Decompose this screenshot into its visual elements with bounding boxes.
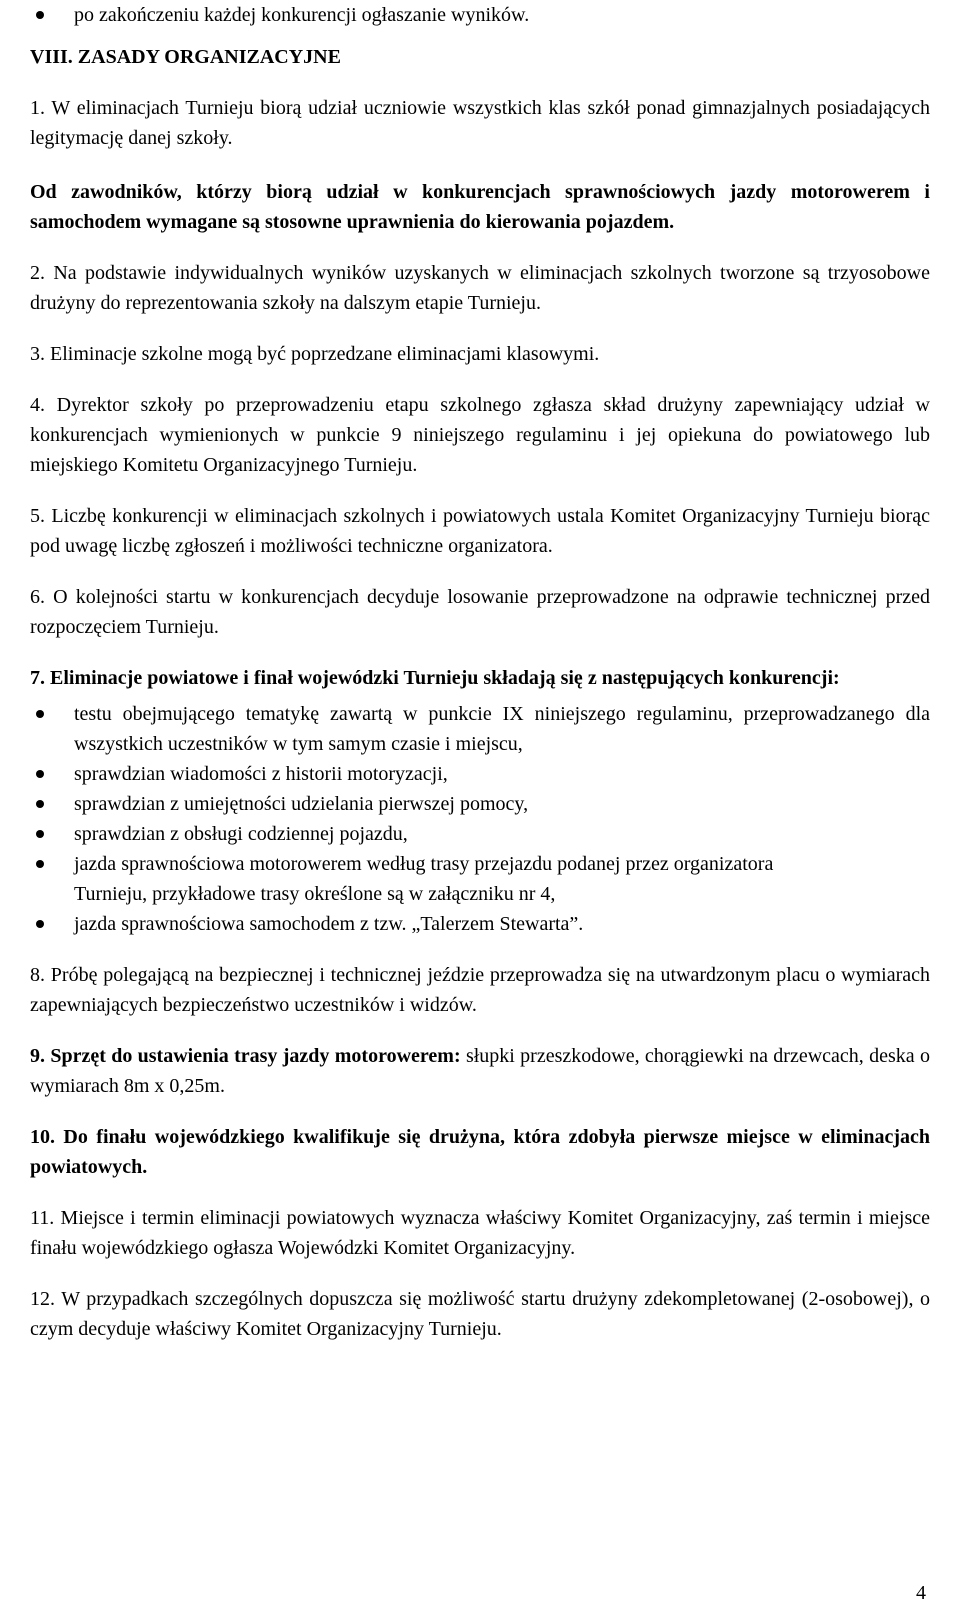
list-item-text: sprawdzian z obsługi codziennej pojazdu, <box>74 823 408 845</box>
paragraph-5: 5. Liczbę konkurencji w eliminacjach szkolnych i powiatowych ustala Komitet Organizacyjny Turnieju biorąc pod uwagę liczbę zgłoszeń i możliwości techniczne organizatora. <box>30 505 930 557</box>
bullet-icon <box>36 830 44 838</box>
paragraph-11: 11. Miejsce i termin eliminacji powiatowych wyznacza właściwy Komitet Organizacyjny, zaś termin i miejsce finału wojewódzkiego ogłasza Wojewódzki Komitet Organizacyjny. <box>30 1207 930 1259</box>
list-item <box>30 0 930 30</box>
list-item-text: sprawdzian wiadomości z historii motoryzacji, <box>74 763 448 785</box>
section-heading: VIII. ZASADY ORGANIZACYJNE <box>30 46 341 68</box>
paragraph-4: 4. Dyrektor szkoły po przeprowadzeniu etapu szkolnego zgłasza skład drużyny zapewniający udział w konkurencjach wymienionych w punkcie 9 niniejszego regulaminu i jej opiekuna do powiatowego lub miejskiego Komitetu Organizacyjnego Turnieju. <box>30 394 930 476</box>
list-item <box>30 699 930 759</box>
list-item-text: jazda sprawnościowa samochodem z tzw. „Talerzem Stewarta”. <box>74 913 584 935</box>
bullet-icon <box>36 770 44 778</box>
list-item <box>30 849 930 909</box>
list-item <box>30 759 930 789</box>
paragraph-9-text: słupki przeszkodowe, chorągiewki na drzewcach, deska o wymiarach 8m x 0,25m. <box>30 1045 930 1097</box>
paragraph-6: 6. O kolejności startu w konkurencjach decyduje losowanie przeprowadzone na odprawie technicznej przed rozpoczęciem Turnieju. <box>30 586 930 638</box>
bullet-icon <box>36 920 44 928</box>
paragraph-3: 3. Eliminacje szkolne mogą być poprzedzane eliminacjami klasowymi. <box>30 343 600 365</box>
list-item <box>30 819 930 849</box>
carryover-bullet-list <box>30 0 930 30</box>
paragraph-1-requirement: Od zawodników, którzy biorą udział w konkurencjach sprawnościowych jazdy motorowerem i samochodem wymagane są stosowne uprawnienia do kierowania pojazdem. <box>30 181 930 233</box>
bullet-icon <box>36 800 44 808</box>
paragraph-9 <box>30 1041 930 1101</box>
bullet-icon <box>36 11 44 19</box>
document-page <box>30 0 930 1359</box>
bullet-icon <box>36 860 44 868</box>
paragraph-12: 12. W przypadkach szczególnych dopuszcza się możliwość startu drużyny zdekompletowanej (2-osobowej), o czym decyduje właściwy Komitet Organizacyjny Turnieju. <box>30 1288 930 1340</box>
list-item-text: po zakończeniu każdej konkurencji ogłaszanie wyników. <box>74 4 530 26</box>
page-number: 4 <box>916 1582 926 1604</box>
list-item-text: jazda sprawnościowa motorowerem według trasy przejazdu podanej przez organizatora Turnieju, przykładowe trasy określone są w załączniku nr 4, <box>74 853 774 905</box>
bullet-icon <box>36 710 44 718</box>
paragraph-8: 8. Próbę polegającą na bezpiecznej i technicznej jeździe przeprowadza się na utwardzonym placu o wymiarach zapewniających bezpieczeństwo uczestników i widzów. <box>30 964 930 1016</box>
paragraph-2: 2. Na podstawie indywidualnych wyników uzyskanych w eliminacjach szkolnych tworzone są trzyosobowe drużyny do reprezentowania szkoły na dalszym etapie Turnieju. <box>30 262 930 314</box>
paragraph-7-heading: 7. Eliminacje powiatowe i finał wojewódzki Turnieju składają się z następujących konkurencji: <box>30 667 840 689</box>
list-item-text: testu obejmującego tematykę zawartą w punkcie IX niniejszego regulaminu, przeprowadzanego dla wszystkich uczestników w tym samym czasie i miejscu, <box>74 703 930 755</box>
list-item <box>30 909 930 939</box>
paragraph-9-label: 9. Sprzęt do ustawienia trasy jazdy motorowerem: <box>30 1045 461 1067</box>
list-item-text: sprawdzian z umiejętności udzielania pierwszej pomocy, <box>74 793 529 815</box>
paragraph-10: 10. Do finału wojewódzkiego kwalifikuje się drużyna, która zdobyła pierwsze miejsce w eliminacjach powiatowych. <box>30 1126 930 1178</box>
competitions-list <box>30 699 930 939</box>
list-item <box>30 789 930 819</box>
paragraph-1: 1. W eliminacjach Turnieju biorą udział uczniowie wszystkich klas szkół ponad gimnazjalnych posiadających legitymację danej szkoły. <box>30 97 930 149</box>
